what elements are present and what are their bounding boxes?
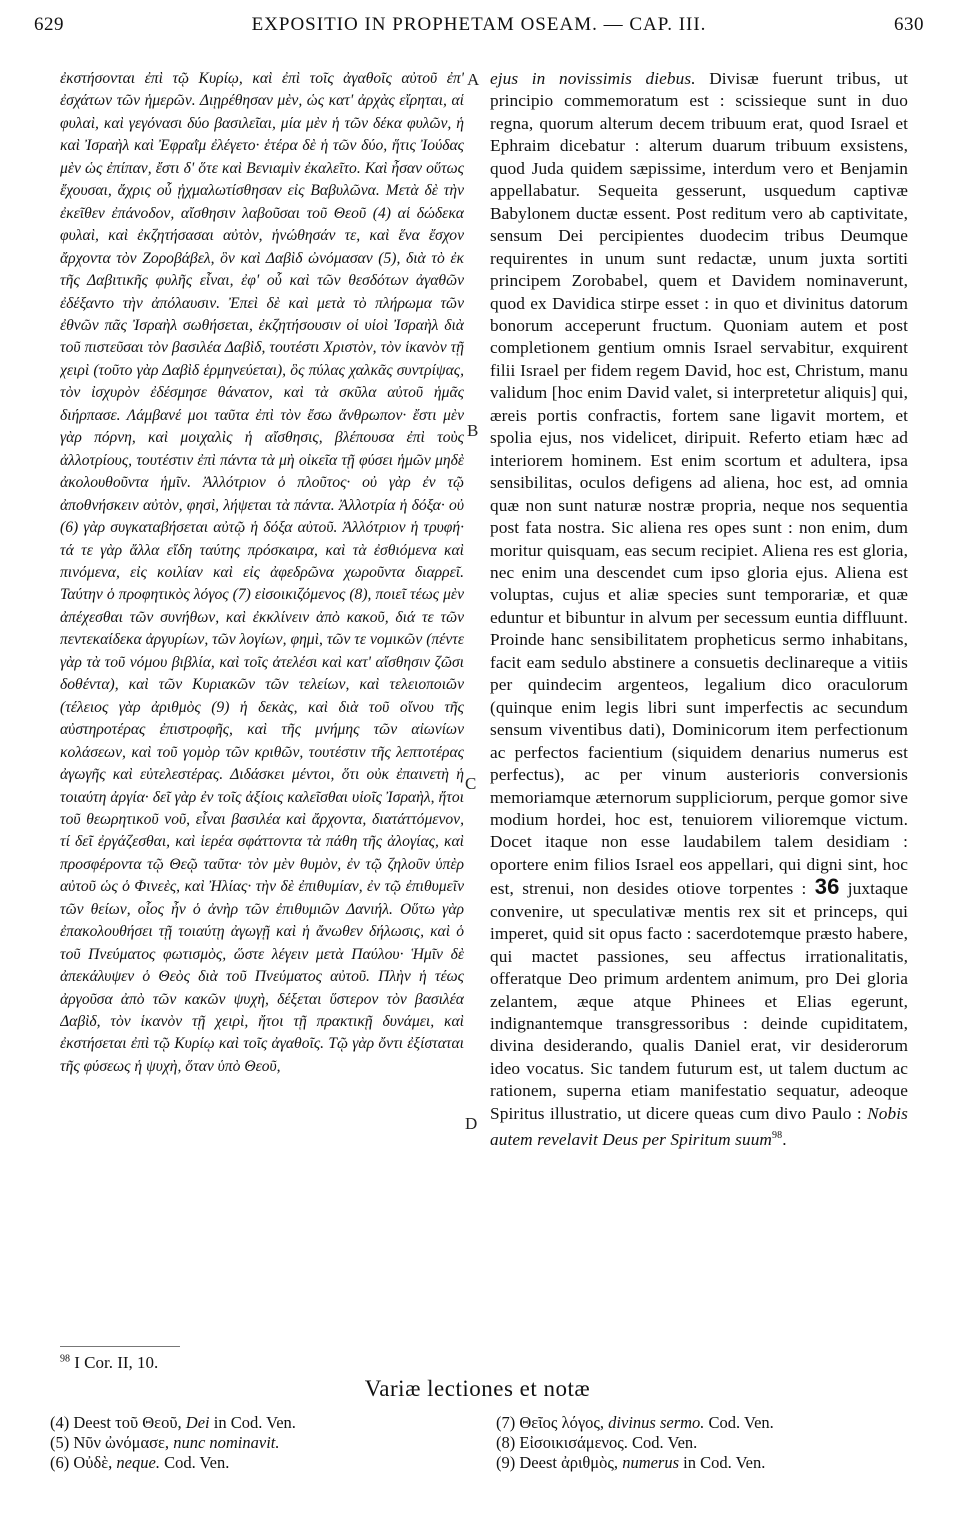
footnote-ref: 98 (772, 1130, 783, 1142)
latin-text (490, 68, 908, 1152)
latin-column (490, 68, 908, 1348)
note: (7) Θεῖος λόγος, divinus sermo. Cod. Ven. (496, 1413, 774, 1432)
latin-opening: ejus in novissimis diebus. (490, 69, 696, 88)
margin-mark-c: C (465, 774, 477, 793)
notes-left (50, 1413, 470, 1473)
greek-text: ἐκστήσονται ἐπὶ τῷ Κυρίῳ, καὶ ἐπὶ τοῖς ἀγαθοῖς αὐτοῦ ἐπ' ἐσχάτων τῶν ἡμερῶν. Διῃρέθησαν μὲν, ὡς κατ' ἀρχὰς εἴρηται, αἱ φυλαὶ, καὶ γεγόνασι δύο βασιλεῖαι, μία μὲν ἡ τῶν δέκα φυλῶν, ἡ καὶ Ἰσραὴλ καὶ Ἐφραῒμ ἐλέγετο· ἑτέρα δὲ ἡ τῶν δύο, ἥτις Ἰούδας μὲν ὡς ἐπίπαν, ἔστι δ' ὅτε καὶ Βενιαμὶν ἐκαλεῖτο. Καὶ ἦσαν οὕτως ἔχουσαι, ἄχρις οὗ ᾐχμαλωτίσθησαν εἰς Βαβυλῶνα. Μετὰ δὲ τὴν ἐκεῖθεν ἐπάνοδον, αἴσθησιν λαβοῦσαι τοῦ Θεοῦ (4) αἱ δώδεκα φυλαὶ, καὶ ἐκζητήσασαι αὐτὸν, ἡνώθησάν τε, καὶ ἕνα ἔσχον ἄρχοντα τὸν Ζοροβάβελ, ὃν καὶ Δαβὶδ ὠνόμασαν (5), διὰ τὸ ἐκ τῆς Δαβιτικῆς φυλῆς εἶναι, ἐφ' οὗ καὶ τῶν θεσδότων ἀγαθῶν ἐδέξαντο τὴν ἀπόλαυσιν. Ἐπεὶ δὲ καὶ μετὰ τὸ πλήρωμα τῶν ἐθνῶν πᾶς Ἰσραὴλ σωθήσεται, ἐκζητήσουσιν οἱ υἱοὶ Ἰσραὴλ διὰ τοῦ πιστεῦσαι τὸν βασιλέα Δαβὶδ, τουτέστι Χριστὸν, τὸν ἱκανὸν τῇ χειρὶ (τοῦτο γὰρ Δαβὶδ ἑρμηνεύεται), ὃς πύλας χαλκᾶς συντρίψας, τὸν ἰσχυρὸν ἐδέσμησε θάνατον, καὶ τὰ σκῦλα αὐτοῦ ἡμᾶς διήρπασε. Λάμβανέ μοι ταῦτα ἐπὶ τὸν ἔσω ἄνθρωπον· ἔστι μὲν γὰρ πόρνη, καὶ μοιχαλὶς ἡ αἴσθησις, βλέπουσα ἐπὶ τοὺς ἀλλοτρίους, τουτέστιν ἐπὶ πάντα τὰ μὴ οἰκεῖα τῇ φύσει ἡμῶν μηδὲ ἀκολουθοῦντα ἡμῖν. Ἀλλότριον ὁ πλοῦτος· οὐ γὰρ ἐν τῷ ἀποθνήσκειν αὐτὸν, φησὶ, λήψεται τὰ πάντα. Ἀλλοτρία ἡ δόξα· οὐ (6) γὰρ συγκαταβήσεται αὐτῷ ἡ δόξα αὐτοῦ. Ἀλλότριον ἡ τρυφή· τά τε γὰρ ἄλλα εἴδη ταύτης πρόσκαιρα, καὶ τὰ ἐσθιόμενα καὶ πινόμενα, εἰς κοιλίαν καὶ εἰς ἀφεδρῶνα χωροῦντα διαρρεῖ. Ταύτην ὁ προφητικὸς λόγος (7) εἰσοικιζόμενος (8), ποιεῖ τέως μὲν ἀπέχεσθαι τῶν συνήθων, καὶ ἐκκλίνειν ἀπὸ κακοῦ, διά τε τῶν πεντεκαίδεκα ἀργυρίων, τῶν λογίων, φημὶ, τῶν τε νομικῶν (πέντε γὰρ τὰ τοῦ νόμου βιβλία, καὶ τοῖς ἀτελέσι καὶ κατ' αἴσθησιν ζῶσι δοθέντα), καὶ τῶν Κυριακῶν τῶν τελείων, καὶ τελειοποιῶν (τέλειος γὰρ ἀριθμὸς (9) ἡ δεκὰς, καὶ διὰ τοῦ οἴνου τῆς αὐστηροτέρας ἐπιστροφῆς, καὶ τῆς μνήμης τῶν αἰωνίων κολάσεων, καὶ τοῦ γομὸρ τῶν κριθῶν, τουτέστιν τῆς λεπτοτέρας ἀγωγῆς καὶ εὐτελεστέρας. Διδάσκει μέντοι, ὅτι οὐκ ἐπαινετὴ ἡ τοιαύτη ἀργία· δεῖ γὰρ ἐν τοῖς ἀξίοις καλεῖσθαι υἱοῖς Ἰσραὴλ, ἤτοι τοῦ θεωρητικοῦ νοῦ, εἶναι βασιλέα καὶ ἄρχοντα, διατάττόμενον, τί δεῖ ἐργάζεσθαι, καὶ ἱερέα σφάττοντα τὰ πάθη τῆς ἀλογίας, καὶ προσφέροντα τῷ Θεῷ ταῦτα· τὸν μὲν θυμὸν, ἐν τῷ ζηλοῦν ὑπὲρ αὐτοῦ ὡς ὁ Φινεὲς, καὶ Ἠλίας· τὴν δὲ ἐπιθυμίαν, ἐν τῷ ἐπιθυμεῖν τῶν θείων, οἷος ἦν ὁ ἀνὴρ τῶν ἐπιθυμιῶν Δανιήλ. Οὕτω γὰρ ἐπακολουθήσει τῇ τοιαύτῃ ἀγωγῇ καὶ ἡ ἄνωθεν δήλωσις, καὶ ὁ τοῦ Πνεύματος φωτισμὸς, ὥστε λέγειν μετὰ Παύλου· Ἡμῖν δὲ ἀπεκάλυψεν ὁ Θεὸς διὰ τοῦ Πνεύματος αὐτοῦ. Πλὴν ἡ τέως ἀργοῦσα ἀπὸ τῶν κακῶν ψυχὴ, δέξεται ὕστερον τὸν βασιλέα Δαβὶδ, τὸν ἱκανὸν τῇ χειρὶ, ἤτοι τῇ πρακτικῇ δυνάμει, καὶ ἐκστήσεται ἐπὶ τῷ Κυρίῳ καὶ τοῖς ἀγαθοῖς. Τῷ γὰρ ὄντι ἐξίσταται τῆς φύσεως ἡ ψυχὴ, ὅταν ὑπὸ Θεοῦ, (60, 70, 464, 1075)
note: (5) Νῦν ὠνόμασε, nunc nominavit. (50, 1433, 280, 1452)
page-number-right: 630 (894, 14, 924, 35)
footnote-number: 98 (60, 1353, 70, 1365)
running-title: EXPOSITIO IN PROPHETAM OSEAM. — CAP. III. (251, 14, 707, 35)
latin-closing-quote: Nobis autem revelavit Deus per Spiritum suum (490, 1103, 908, 1150)
variae-title: Variæ lectiones et notæ (364, 1376, 591, 1401)
latin-part-1: Divisæ fuerunt tribus, ut principio commemoratum est : scissieque sunt in duo regna, quorum alterum decem tribuum erat, quod Israel et Ephraim dicebatur : alterum duarum tribuum exsistens, quod Juda quidem sæpissime, interdum vero et Benjamin appellabatur. Sequeita gesserunt, usquedum captivæ Babylonem ductæ essent. Post reditum vero ab captivitate, sensum Dei percipientes duodecim tribus Deumque requirentes in unum sunt redactæ, unum juxta sortiti principem Zorobabel, quem et Davidem nominaverunt, quod ex Davidica stirpe esset : in quo et divinitus datorum bonorum acceperunt fructum. Quoniam autem et post completionem gentium omnis Israel servabitur, exquirent filii Israel per fidem regem David, hoc est, Christum, manu validum [hoc enim David valet, si interpretetur aliquis] qui, æreis portis confractis, fortem sane ligavit mortem, et spolia ejus, nos videlicet, diripuit. Referto etiam hæc ad interiorem hominem. Est enim scortum et adultera, ipsa sensibilitas, oculos defigens ad aliena, hoc est, ad omnia quæ non sunt naturæ nostræ propria, neque nos sequentia post fata nostra. Sic aliena res opes sunt : non enim, dum moritur quisquam, eas secum recipiet. Aliena res est gloria, nec enim una descendet cum ipso gloria ejus. Aliena est voluptas, cujus et aliæ species sunt temporariæ, et quæ eduntur et bibuntur in alvum per secessum euntia diffluunt. Proinde hanc sensibilitatem propheticus sermo inhabitans, facit eam sedulo abstinere a consuetis declinareque a vitiis per quindecim argenteos, legalium dico oraculorum (quinque enim legis libri sunt imperfectis ac secundum sensum viventibus dati), Dominicorum item perfectionum ac perfectos facientium (siquidem denarius numerus est perfectus), ac per vinum austerioris conversionis memoriamque æternorum suppliciorum, perque gomor sive modium hordei, hoc est, tenuiorem vilioremque victum. Docet itaque non esse laudabilem talem desidiam : oportere enim filios Israel eos appellari, qui digni sint, hoc est, strenui, non desides otiove torpentes : (490, 69, 908, 899)
running-head (34, 14, 924, 40)
note: (6) Οὐδὲ, neque. Cod. Ven. (50, 1453, 230, 1472)
note: (9) Deest ἀριθμὸς, numerus in Cod. Ven. (496, 1453, 766, 1472)
margin-mark-b: B (467, 421, 479, 440)
footnote (60, 1353, 158, 1373)
footnote-text: I Cor. II, 10. (74, 1353, 159, 1372)
greek-column (60, 68, 464, 1348)
latin-closing-end: . (782, 1130, 787, 1150)
page-number-left: 629 (34, 14, 64, 35)
margin-mark-d: D (465, 1114, 478, 1133)
latin-part-2: juxtaque convenire, ut speculativæ mentis rex sit et princeps, qui imperet, quid sit opus facto : sacerdotemque præsto habere, qui mactet passiones, seu affectus irrationalitatis, offeratque Deo primum ardentem animum, pro Dei gloria zelantem, æque atque Phinees et Elias egerunt, indignantemque transgressoribus : deinde cupiditatem, divina desiderando, qualis Daniel erat, vir desiderorum ideo vocatus. Sic tandem futurum est, ut talem ductum ac rationem, superna etiam manifestatio sequatur, adeoque Spiritus illustratio, ut dicere queas cum divo Paulo : (490, 879, 908, 1123)
notes-right (496, 1413, 926, 1473)
note: (8) Εἰσοικισάμενος. Cod. Ven. (496, 1433, 698, 1452)
footnote-rule (60, 1346, 180, 1347)
column-number: 36 (814, 874, 840, 900)
note: (4) Deest τοῦ Θεοῦ, Dei in Cod. Ven. (50, 1413, 296, 1432)
margin-mark-a: A (467, 70, 480, 89)
